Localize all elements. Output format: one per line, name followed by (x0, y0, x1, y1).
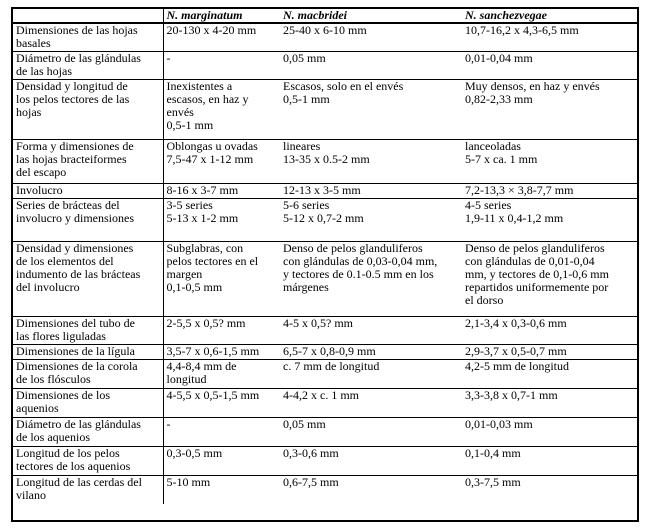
n-marginatum-cell: 4,4-8,4 mm de longitud (163, 359, 280, 388)
character-cell: Diámetro de las glándulas de las hojas (13, 51, 163, 79)
character-cell: Dimensiones de los aquenios (13, 388, 163, 417)
n-macbridei-cell: 0,05 mm (280, 417, 462, 446)
n-marginatum-cell: 3-5 series 5-13 x 1-2 mm (163, 198, 280, 241)
table-row (13, 446, 637, 475)
n-sanchezvegae-cell: 4-5 series 1,9-11 x 0,4-1,2 mm (462, 198, 637, 241)
n-marginatum-cell: 4-5,5 x 0,5-1,5 mm (163, 388, 280, 417)
table-header-row (13, 9, 637, 23)
n-marginatum-cell: Subglabras, con pelos tectores en el margen 0,1-0,5 mm (163, 241, 280, 316)
table-row (13, 139, 637, 183)
header-cell-character (13, 9, 163, 23)
table-row (13, 359, 637, 388)
n-sanchezvegae-cell: 7,2-13,3 × 3,8-7,7 mm (462, 183, 637, 198)
header-cell-n-marginatum: N. marginatum (163, 9, 280, 23)
n-sanchezvegae-cell: Muy densos, en haz y envés 0,82-2,33 mm (462, 79, 637, 139)
character-cell: Involucro (13, 183, 163, 198)
character-cell: Forma y dimensiones de las hojas bracteiformes del escapo (13, 139, 163, 183)
n-macbridei-cell: 4-5 x 0,5? mm (280, 316, 462, 344)
table-row (13, 417, 637, 446)
table-row (13, 183, 637, 198)
n-sanchezvegae-cell: 0,1-0,4 mm (462, 446, 637, 475)
character-cell: Longitud de las cerdas del vilano (13, 475, 163, 504)
n-macbridei-cell: Denso de pelos glanduliferos con glándulas de 0,03-0,04 mm, y tectores de 0.1-0.5 mm en los márgenes (280, 241, 462, 316)
n-sanchezvegae-cell: 10,7-16,2 x 4,3-6,5 mm (462, 23, 637, 51)
n-marginatum-cell: 0,3-0,5 mm (163, 446, 280, 475)
character-cell: Dimensiones de las hojas basales (13, 23, 163, 51)
n-sanchezvegae-cell: 2,9-3,7 x 0,5-0,7 mm (462, 344, 637, 359)
table-row (13, 475, 637, 504)
n-macbridei-cell: 12-13 x 3-5 mm (280, 183, 462, 198)
n-macbridei-cell: 25-40 x 6-10 mm (280, 23, 462, 51)
comparison-table (13, 9, 637, 504)
table-row (13, 23, 637, 51)
n-marginatum-cell: Inexistentes a escasos, en haz y envés 0,5-1 mm (163, 79, 280, 139)
character-cell: Dimensiones del tubo de las flores liguladas (13, 316, 163, 344)
n-macbridei-cell: 5-6 series 5-12 x 0,7-2 mm (280, 198, 462, 241)
header-cell-n-macbridei: N. macbridei (280, 9, 462, 23)
comparison-table-frame (11, 7, 639, 522)
n-marginatum-cell: 2-5,5 x 0,5? mm (163, 316, 280, 344)
character-cell: Diámetro de las glándulas de los aquenios (13, 417, 163, 446)
header-cell-n-sanchezvegae: N. sanchezvegae (462, 9, 637, 23)
n-macbridei-cell: 0,3-0,6 mm (280, 446, 462, 475)
n-macbridei-cell: 4-4,2 x c. 1 mm (280, 388, 462, 417)
n-marginatum-cell: 20-130 x 4-20 mm (163, 23, 280, 51)
table-body (13, 23, 637, 504)
character-cell: Densidad y dimensiones de los elementos del indumento de las brácteas del involucro (13, 241, 163, 316)
n-sanchezvegae-cell: 0,01-0,03 mm (462, 417, 637, 446)
n-marginatum-cell: Oblongas u ovadas 7,5-47 x 1-12 mm (163, 139, 280, 183)
n-marginatum-cell: - (163, 51, 280, 79)
table-row (13, 241, 637, 316)
n-sanchezvegae-cell: lanceoladas 5-7 x ca. 1 mm (462, 139, 637, 183)
n-marginatum-cell: 5-10 mm (163, 475, 280, 504)
n-marginatum-cell: 8-16 x 3-7 mm (163, 183, 280, 198)
table-row (13, 79, 637, 139)
n-sanchezvegae-cell: 0,01-0,04 mm (462, 51, 637, 79)
n-sanchezvegae-cell: 3,3-3,8 x 0,7-1 mm (462, 388, 637, 417)
n-sanchezvegae-cell: 2,1-3,4 x 0,3-0,6 mm (462, 316, 637, 344)
table-row (13, 51, 637, 79)
n-marginatum-cell: 3,5-7 x 0,6-1,5 mm (163, 344, 280, 359)
n-macbridei-cell: lineares 13-35 x 0.5-2 mm (280, 139, 462, 183)
table-row (13, 198, 637, 241)
n-macbridei-cell: c. 7 mm de longitud (280, 359, 462, 388)
character-cell: Densidad y longitud de los pelos tectores de las hojas (13, 79, 163, 139)
character-cell: Dimensiones de la lígula (13, 344, 163, 359)
table-row (13, 316, 637, 344)
n-sanchezvegae-cell: Denso de pelos glanduliferos con glándulas de 0,01-0,04 mm, y tectores de 0,1-0,6 mm repartidos uniformemente por el dorso (462, 241, 637, 316)
n-macbridei-cell: 0,6-7,5 mm (280, 475, 462, 504)
n-macbridei-cell: Escasos, solo en el envés 0,5-1 mm (280, 79, 462, 139)
n-sanchezvegae-cell: 0,3-7,5 mm (462, 475, 637, 504)
character-cell: Dimensiones de la corola de los flósculos (13, 359, 163, 388)
table-row (13, 388, 637, 417)
n-marginatum-cell: - (163, 417, 280, 446)
n-macbridei-cell: 0,05 mm (280, 51, 462, 79)
character-cell: Series de brácteas del involucro y dimensiones (13, 198, 163, 241)
table-row (13, 344, 637, 359)
n-sanchezvegae-cell: 4,2-5 mm de longitud (462, 359, 637, 388)
character-cell: Longitud de los pelos tectores de los aquenios (13, 446, 163, 475)
n-macbridei-cell: 6,5-7 x 0,8-0,9 mm (280, 344, 462, 359)
